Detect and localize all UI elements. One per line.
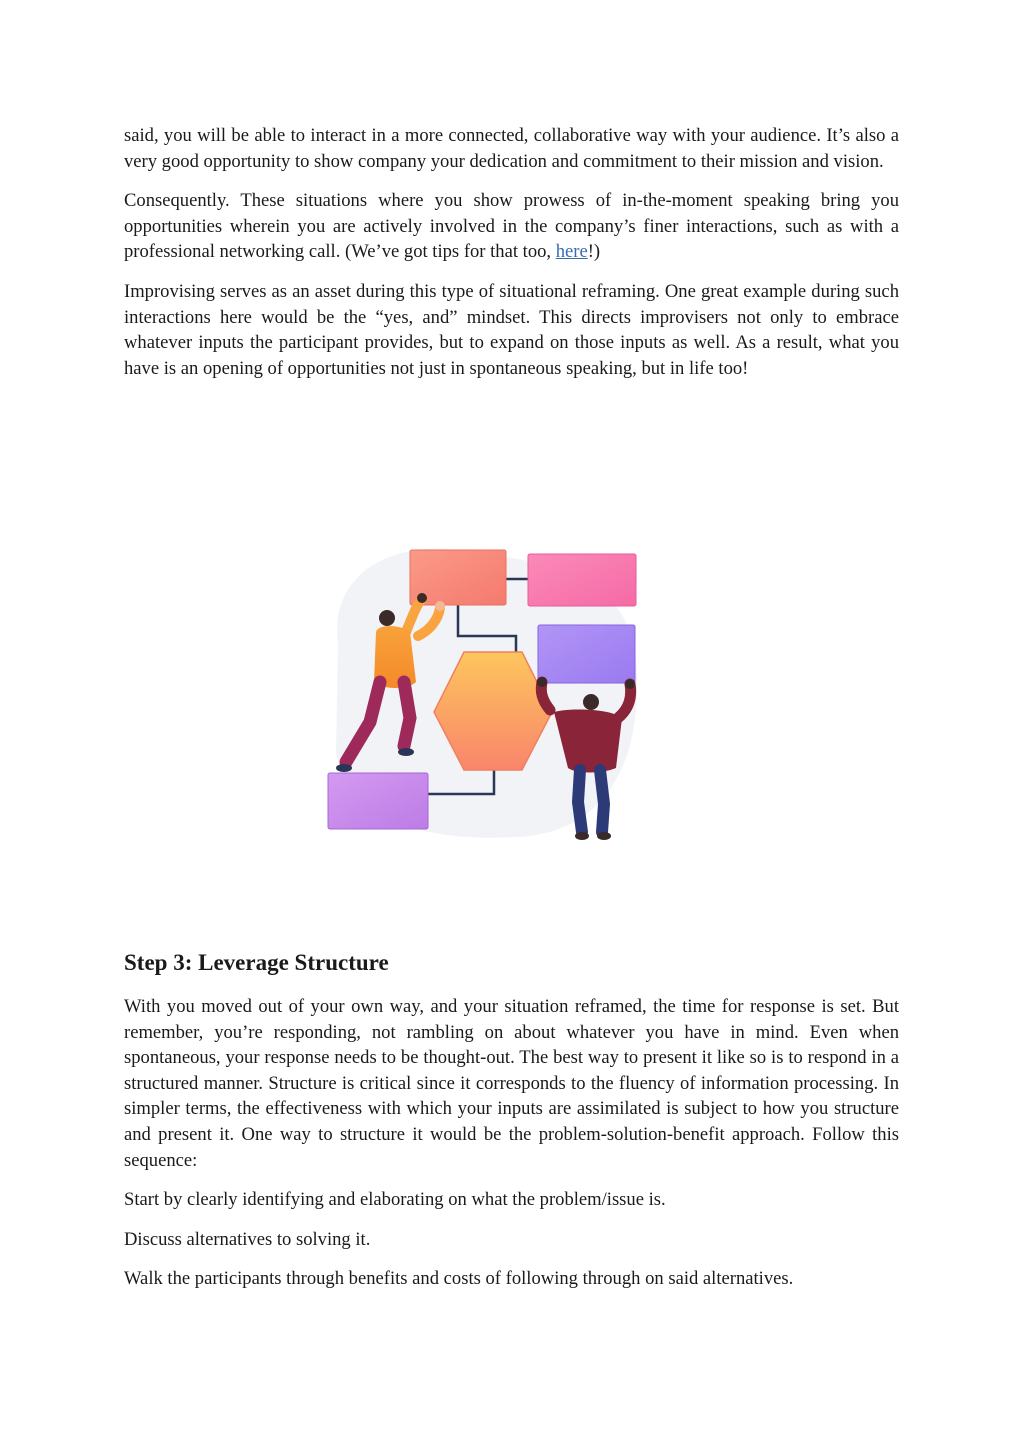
here-link[interactable]: here — [555, 241, 588, 263]
paragraph-step3-4: Walk the participants through benefits and costs of following through on said alternatives. — [124, 1268, 794, 1290]
structure-illustration — [318, 532, 648, 844]
paragraph-intro-2-tail: !) — [587, 241, 601, 263]
step3-section — [124, 994, 899, 1306]
paragraph-intro-3: Improvising serves as an asset during this type of situational reframing. One great example during such interactions here would be the “yes, and” mindset. This directs improvisers not only to embrace whatever inputs the participant provides, but to expand on those inputs as well. As a result, what you have is an opening of opportunities not just in spontaneous speaking, but in life too! — [124, 280, 899, 379]
intro-section — [124, 123, 899, 395]
paragraph-step3-3: Discuss alternatives to solving it. — [124, 1228, 371, 1250]
structure-building-icon — [318, 532, 648, 844]
section-heading-step3: Step 3: Leverage Structure — [124, 950, 389, 975]
paragraph-intro-1: said, you will be able to interact in a more connected, collaborative way with your audience. It’s also a very good opportunity to show company your dedication and commitment to their mission and vision. — [124, 125, 899, 172]
paragraph-intro-2 — [124, 188, 899, 265]
paragraph-step3-1: With you moved out of your own way, and your situation reframed, the time for response is set. But remember, you’re responding, not rambling on about whatever you have in mind. Even when spontaneous, your response needs to be thought-out. The best way to present it like so is to respond in a structured manner. Structure is critical since it corresponds to the fluency of information processing. In simpler terms, the effectiveness with which your inputs are assimilated is subject to how you structure and present it. One way to structure it would be the problem-solution-benefit approach. Follow this sequence: — [124, 996, 899, 1171]
paragraph-step3-2: Start by clearly identifying and elaborating on what the problem/issue is. — [124, 1189, 666, 1211]
paragraph-intro-2-text: Consequently. These situations where you show prowess of in-the-moment speaking bring you opportunities wherein you are actively involved in the company’s finer interactions, such as with a professional networking call. (We’ve got tips for that too, — [124, 190, 899, 263]
